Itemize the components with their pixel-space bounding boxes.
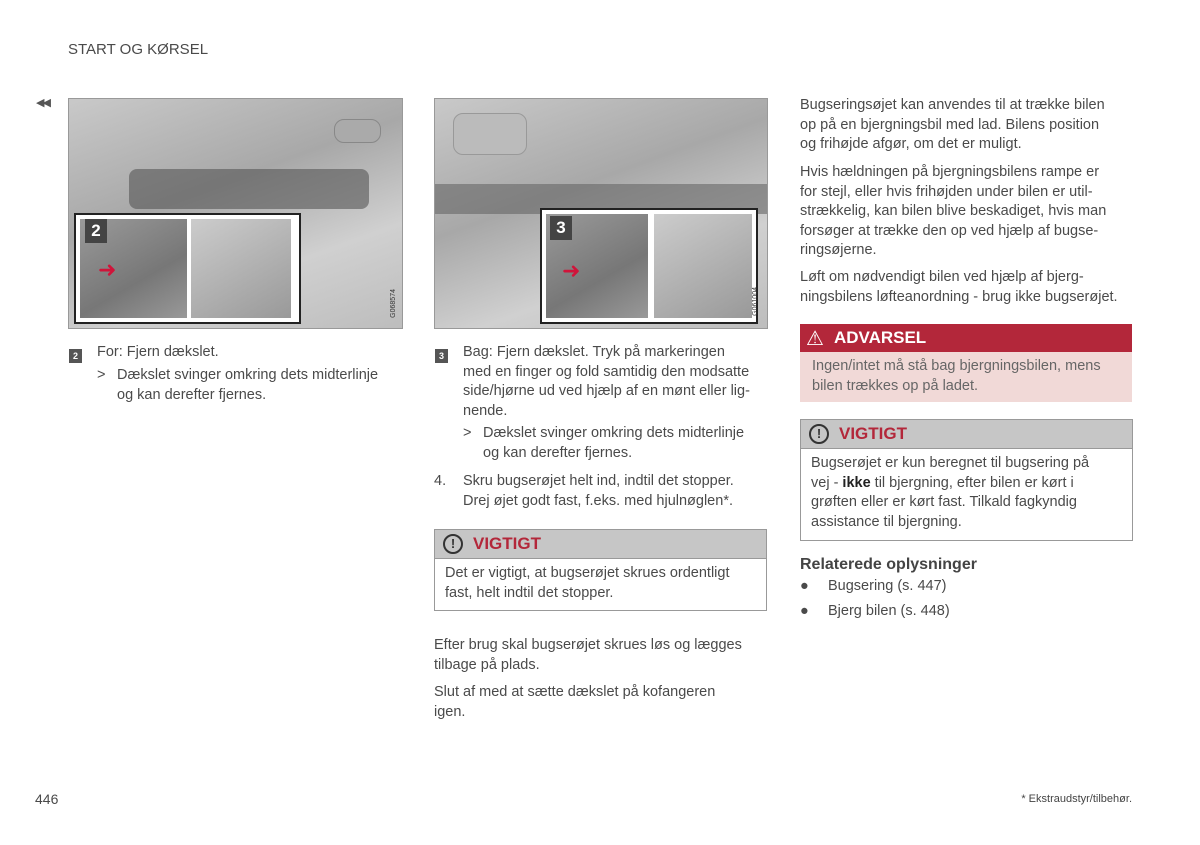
paragraph: Hvis hældningen på bjergningsbilens rampe er for stejl, eller hvis frihøjden under bilen er util- strækkelig, kan bilen blive beskadiget, hvis man forsøger at trække den op ved hjælp af bugse- ringsøjerne. xyxy=(800,164,1107,258)
notice-title: VIGTIGT xyxy=(839,424,907,443)
warning-triangle-icon: ⚠ xyxy=(806,327,824,350)
result-marker: > xyxy=(97,367,106,383)
warning-text: Ingen/intet må stå bag bjergningsbilen, mens bilen trækkes op på ladet. xyxy=(812,358,1101,394)
footnote: * Ekstraudstyr/tilbehør. xyxy=(1021,793,1132,805)
figure-front-tow-eye xyxy=(68,98,403,329)
step-badge: 3 xyxy=(435,349,448,363)
arrow-icon: ➜ xyxy=(562,258,581,283)
notice-title: VIGTIGT xyxy=(473,534,541,553)
paragraph: Løft om nødvendigt bilen ved hjælp af bjerg- ningsbilens løfteanordning - brug ikke bugserøjet. xyxy=(800,269,1118,305)
warning-title: ADVARSEL xyxy=(833,328,927,347)
figure-rear-tow-eye xyxy=(434,98,768,329)
exclamation-circle-icon: ! xyxy=(443,534,463,554)
step-number: 4. xyxy=(434,473,447,489)
step-text: For: Fjern dækslet. xyxy=(97,344,219,360)
result-text: Dækslet svinger omkring dets midterlinje og kan derefter fjernes. xyxy=(117,367,379,403)
step-text: Bag: Fjern dækslet. Tryk på markeringen med en finger og fold samtidig den modsatte side/hjørne ud ved hjælp af en mønt eller lig- nende. xyxy=(463,344,750,419)
step-badge: 2 xyxy=(69,349,82,363)
figure-step-number: 2 xyxy=(85,219,107,243)
section-header: START OG KØRSEL xyxy=(68,41,209,58)
arrow-icon: ➜ xyxy=(98,257,117,282)
related-link[interactable]: ● Bugsering (s. 447) xyxy=(800,578,947,594)
continued-icon: ◀◀ xyxy=(36,97,49,109)
related-list xyxy=(800,577,950,621)
exclamation-circle-icon: ! xyxy=(809,424,829,444)
step-text: Skru bugserøjet helt ind, indtil det stopper. Drej øjet godt fast, f.eks. med hjulnøglen*. xyxy=(463,473,734,509)
page-number: 446 xyxy=(35,791,59,807)
paragraph: Slut af med at sætte dækslet på kofangeren igen. xyxy=(434,684,716,720)
notice-box xyxy=(434,529,767,611)
related-link[interactable]: ● Bjerg bilen (s. 448) xyxy=(800,602,950,619)
related-heading: Relaterede oplysninger xyxy=(800,556,977,573)
figure-code: G061004 xyxy=(752,287,759,316)
figure-step-number: 3 xyxy=(550,216,572,240)
notice-text: Bugserøjet er kun beregnet til bugsering på vej - ikke til bjergning, efter bilen er kørt i grøften eller er kørt fast. Tilkald fagkyndig assistance til bjergning. xyxy=(811,455,1090,530)
notice-box xyxy=(800,419,1133,541)
warning-box xyxy=(800,324,1132,402)
figure-code: G068574 xyxy=(390,289,397,318)
notice-text: Det er vigtigt, at bugserøjet skrues ordentligt fast, helt indtil det stopper. xyxy=(445,565,730,601)
paragraph: Bugseringsøjet kan anvendes til at trække bilen op på en bjergningsbil med lad. Bilens position og frihøjde afgør, om det er muligt. xyxy=(800,97,1105,152)
result-marker: > xyxy=(463,425,472,441)
result-text: Dækslet svinger omkring dets midterlinje og kan derefter fjernes. xyxy=(483,425,745,461)
paragraph: Efter brug skal bugserøjet skrues løs og lægges tilbage på plads. xyxy=(434,637,742,673)
